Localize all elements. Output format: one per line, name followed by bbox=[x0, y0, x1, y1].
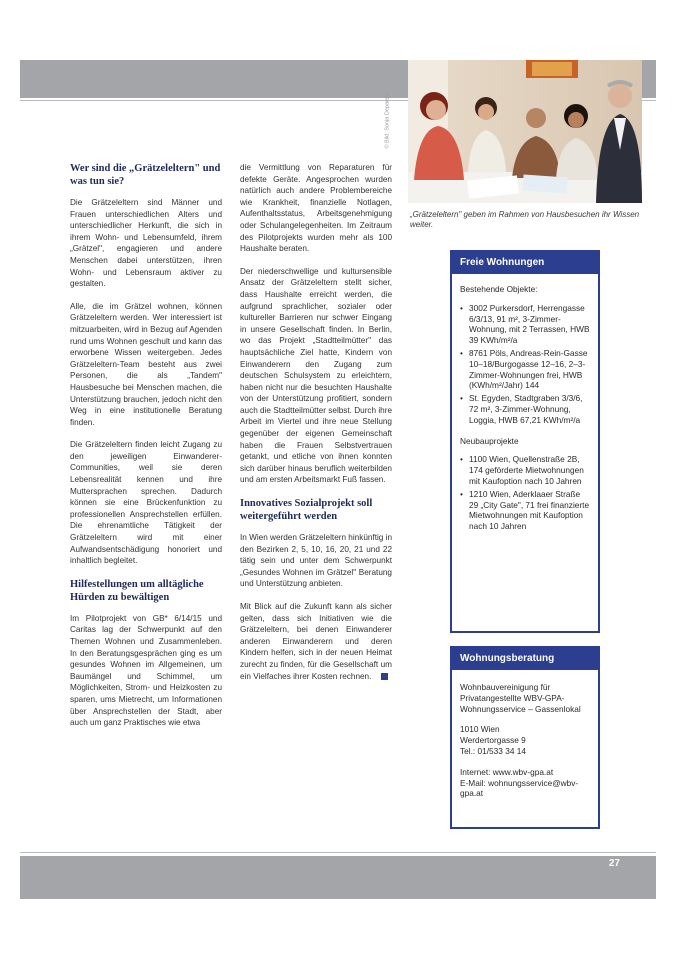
body-paragraph: die Vermittlung von Reparaturen für defekte Geräte. Angesprochen wurden natürlich auch andere Problembereiche wie Krankheit, finanzielle Notlagen, Aufenthaltsstatus, Arbeitsgenehmigung oder Schulangelegenheiten. Im Zeitraum des Pilotprojekts wurden mehr als 100 Haushalte beraten. bbox=[240, 163, 392, 254]
beratung-contact bbox=[460, 767, 590, 799]
section-heading: Wer sind die „Grätzeleltern" und was tun sie? bbox=[70, 163, 221, 187]
body-paragraph: Im Pilotprojekt von GB* 6/14/15 und Caritas lag der Schwerpunkt auf den Themen Wohnen und Zusammenleben. In den Beratungsgesprächen ging es um gesundes Wohnen im Allgemeinen, um Baumängel und Schimmel, um Möglichkeiten, Strom- und Heizkosten zu sparen, ums Mietrecht, um Informationen über Ansprechstellen der Stadt, aber auch um ganz Praktisches wie etwa bbox=[70, 613, 222, 728]
bestehende-objekte-list bbox=[460, 303, 590, 426]
beratung-internet-link[interactable]: Internet: www.wbv-gpa.at bbox=[460, 766, 554, 777]
footer-rule bbox=[20, 852, 656, 853]
photo-illustration bbox=[408, 60, 642, 203]
article-column-middle bbox=[240, 162, 392, 693]
list-item: • 1100 Wien, Quellenstraße 2B, 174 geförderte Mietwohnungen mit Kaufoption nach 10 Jahren bbox=[460, 454, 590, 486]
neubauprojekte-list bbox=[460, 454, 590, 532]
footer-band bbox=[20, 856, 656, 899]
photo-credit-wrap bbox=[384, 62, 408, 182]
wohnungsberatung-title: Wohnungsberatung bbox=[452, 648, 598, 670]
list-item: • 8761 Pöls, Andreas-Rein-Gasse 10–18/Burgogasse 12–16, 2–3-Zimmer-Wohnungen frei, HWB (KWh/m²/Jahr) 144 bbox=[460, 348, 590, 391]
neubauprojekte-label: Neubauprojekte bbox=[460, 435, 519, 446]
beratung-address bbox=[460, 724, 590, 756]
article-end-marker bbox=[381, 673, 388, 680]
list-item: • St. Egyden, Stadtgraben 3/3/6, 72 m², 3-Zimmer-Wohnung, Loggia, HWB 67,21 KWh/m²/a bbox=[460, 393, 590, 425]
freie-wohnungen-title: Freie Wohnungen bbox=[452, 252, 598, 274]
beratung-email-link[interactable]: E-Mail: wohnungsservice@wbv-gpa.at bbox=[460, 777, 579, 799]
body-paragraph: Die Grätzeleltern finden leicht Zugang zu den jeweiligen Einwanderer-Communities, weil sie deren Lebensrealität kennen und ihre Muttersprachen sprechen. Dadurch können sie eine Brückenfunktion zu professionellen Ansprechstellen erfüllen. Die ehrenamtliche Tätigkeit der Grätzeleltern wird mit einer Aufwandsentschädigung honoriert und inhaltlich begleitet. bbox=[70, 440, 222, 566]
body-paragraph: Die Grätzeleltern sind Männer und Frauen unterschiedlichen Alters und unterschiedlicher Herkunft, die sich in ihrem Wohn- und Lebensumfeld, ihrem „Grätzel", engagieren und andere Menschen dabei unterstützen, ihren Wohn- und Lebensraum aktiver zu gestalten. bbox=[70, 198, 222, 289]
section-heading: Innovatives Sozialprojekt soll weitergeführt werden bbox=[240, 498, 373, 523]
beratung-phone: Tel.: 01/533 34 14 bbox=[460, 745, 526, 756]
body-paragraph: In Wien werden Grätzeleltern hinkünftig in den Bezirken 2, 5, 10, 16, 20, 21 und 22 tätig sein und unter dem Schwerpunkt „Gesundes Wohnen im Grätzel" Beratung und Unterstützung anbieten. bbox=[240, 533, 393, 589]
beratung-organisation: Wohnbauvereinigung für Privatangestellte WBV-GPA-Wohnungsservice – Gassenlokal bbox=[460, 682, 581, 714]
list-item: • 3002 Purkersdorf, Herrengasse 6/3/13, 91 m², 3-Zimmer-Wohnung, mit 2 Terrassen, HWB 39 KWh/m²/a bbox=[460, 303, 590, 346]
freie-wohnungen-box bbox=[450, 250, 600, 633]
photo-credit: © Bild: Sonja Deparski bbox=[384, 93, 391, 149]
wohnungsberatung-box bbox=[450, 646, 600, 829]
beratung-city: 1010 Wien bbox=[460, 724, 500, 735]
body-paragraph: Alle, die im Grätzel wohnen, können Grätzeleltern werden. Wer interessiert ist mitzuarbeiten, wird in Bezug auf Agenden rund ums Wohnen geschult und kann das erworbene Wissen weitergeben. Jedes Grätzeleltern-Team besteht aus zwei Personen, die als „Tandem" Hausbesuche bei Menschen machen, die Unterstützung brauchen, jedoch nicht den Weg in eine institutionelle Beratung finden. bbox=[70, 301, 222, 427]
article-photo bbox=[408, 60, 642, 203]
body-paragraph: Der niederschwellige und kultursensible Ansatz der Grätzeleltern stellt sicher, dass Haushalte erreicht werden, die aufgrund sprachlicher, sozialer oder kultureller Barrieren nur schwer Eingang in unsere Gesellschaft finden. In Berlin, wo das Projekt „Stadtteilmütter" das hauptsächliche Ziel hatte, Kindern von Einwanderern den Zugang zum deutschen Schulsystem zu erleichtern, haben nicht nur die besuchten Haushalte von der Unterstützung profitiert, sondern auch die Stadtteilmütter selbst. Durch ihre Arbeit im Viertel und ihre neue Stellung gegenüber der eigenen Gemeinschaft haben die Frauen Selbstvertrauen getankt, und etliche von ihnen konnten sich darüber hinaus beruflich weiterbilden und am ersten Arbeitsmarkt Fuß fassen. bbox=[240, 266, 392, 485]
section-heading: Hilfestellungen um alltägliche Hürden zu bewältigen bbox=[70, 578, 204, 603]
body-paragraph: Mit Blick auf die Zukunft kann als sicher gelten, dass sich Initiativen wie die Grätzeleltern, bei denen Einwanderer anderen Einwanderern und deren Kindern helfen, sich in der neuen Heimat zurecht zu finden, für die Gesellschaft um ein Vielfaches ihrer Kosten rechnen. bbox=[240, 602, 392, 681]
list-item: • 1210 Wien, Aderklaaer Straße 29 „City Gate", 71 frei finanzierte Mietwohnungen mit Kaufoption nach 10 Jahren bbox=[460, 489, 590, 532]
beratung-street: Werdertorgasse 9 bbox=[460, 735, 526, 746]
page-number: 27 bbox=[608, 858, 620, 869]
article-column-left bbox=[70, 162, 222, 740]
photo-caption: „Grätzeleltern" geben im Rahmen von Hausbesuchen ihr Wissen weiter. bbox=[410, 210, 640, 229]
bestehende-objekte-label: Bestehende Objekte: bbox=[460, 284, 538, 294]
